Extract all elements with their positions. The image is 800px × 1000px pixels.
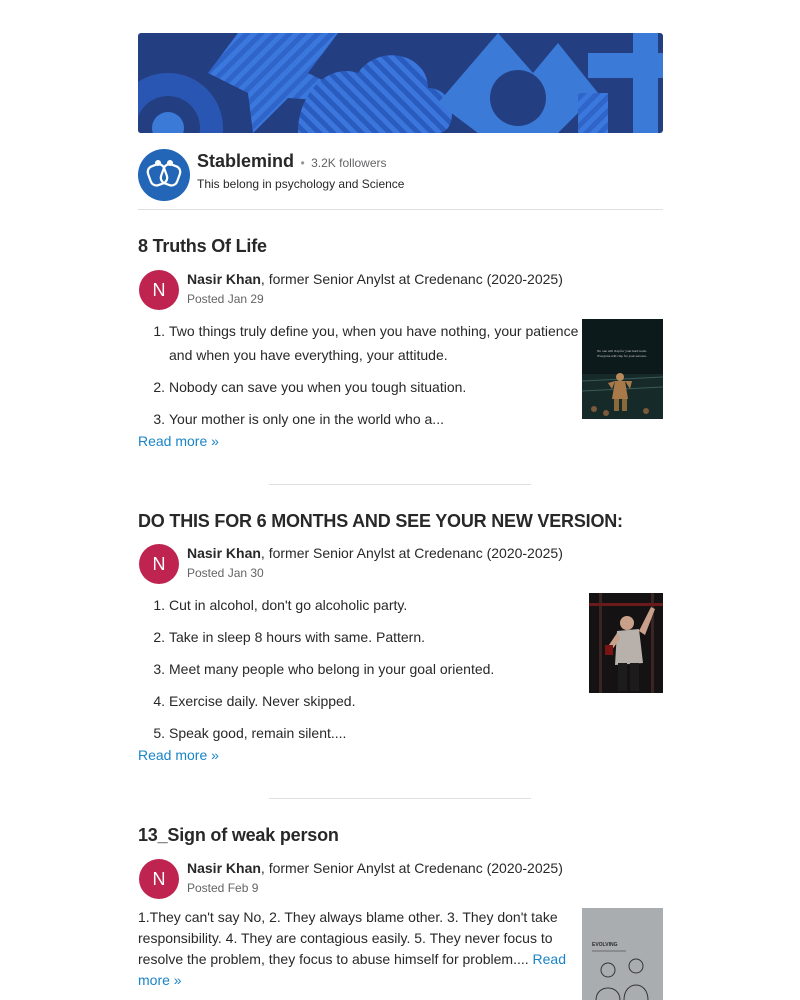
list-number: 4. — [153, 693, 165, 709]
avatar[interactable]: N — [139, 544, 179, 584]
space-description: This belong in psychology and Science — [197, 177, 405, 191]
post-date[interactable]: Posted Jan 30 — [187, 566, 264, 580]
list-text: Two things truly define you, when you have nothing, your patience — [169, 323, 579, 339]
list-text: Your mother is only one in the world who a... — [169, 411, 444, 427]
post-thumbnail[interactable] — [582, 319, 663, 419]
author-line — [187, 860, 563, 876]
list-number: 2. — [153, 629, 165, 645]
list-item — [151, 407, 444, 431]
list-text: Meet many people who belong in your goal oriented. — [169, 661, 495, 677]
list-item — [151, 625, 425, 649]
space-banner — [138, 33, 663, 133]
list-text: Exercise daily. Never skipped. — [169, 693, 356, 709]
author-credential: , former Senior Anylst at Credenanc (2020-2025) — [260, 860, 563, 876]
author-name[interactable]: Nasir Khan — [187, 860, 261, 876]
list-number: 3. — [153, 411, 165, 427]
post-divider — [269, 484, 531, 485]
separator-dot: • — [300, 156, 305, 170]
thumbnail-caption: EVOLVING — [592, 942, 618, 948]
read-more-link[interactable]: Read more » — [138, 747, 219, 763]
avatar[interactable]: N — [139, 859, 179, 899]
author-line — [187, 545, 563, 561]
post-date[interactable]: Posted Jan 29 — [187, 292, 264, 306]
post-divider — [269, 798, 531, 799]
read-more-link[interactable]: Read more » — [138, 951, 566, 988]
list-text: Nobody can save you when you tough situation. — [169, 379, 467, 395]
list-item — [151, 375, 466, 399]
post-thumbnail[interactable] — [589, 593, 663, 693]
post-title[interactable]: DO THIS FOR 6 MONTHS AND SEE YOUR NEW VERSION: — [138, 511, 623, 531]
list-number: 5. — [153, 725, 165, 741]
list-number: 1. — [153, 597, 165, 613]
space-title-row — [197, 151, 387, 172]
svg-text:Everyone will clap for your su: Everyone will clap for your success. — [597, 354, 647, 358]
author-credential: , former Senior Anylst at Credenanc (2020-2025) — [260, 271, 563, 287]
space-followers[interactable]: 3.2K followers — [311, 156, 387, 170]
author-name[interactable]: Nasir Khan — [187, 545, 261, 561]
list-number: 3. — [153, 661, 165, 677]
list-text: Speak good, remain silent.... — [169, 725, 347, 741]
space-name[interactable]: Stablemind — [197, 151, 295, 171]
post-thumbnail[interactable] — [582, 908, 663, 1000]
space-logo[interactable] — [138, 149, 190, 206]
list-item — [151, 689, 355, 713]
avatar[interactable]: N — [139, 270, 179, 310]
list-text: Take in sleep 8 hours with same. Pattern. — [169, 629, 426, 645]
list-item — [151, 721, 346, 745]
post-excerpt-text: 1.They can't say No, 2. They always blame other. 3. They don't take responsibility. 4. They are contagious easily. 5. They never focus to resolve the problem, they focus to abuse himself for problem.... — [138, 909, 558, 967]
post-date[interactable]: Posted Feb 9 — [187, 881, 259, 895]
post-excerpt — [138, 907, 573, 991]
post-title[interactable]: 8 Truths Of Life — [138, 236, 267, 256]
list-number: 2. — [153, 379, 165, 395]
list-item — [151, 319, 578, 343]
read-more-link[interactable]: Read more » — [138, 433, 219, 449]
list-item — [151, 593, 407, 617]
header-divider — [138, 209, 663, 210]
author-credential: , former Senior Anylst at Credenanc (2020-2025) — [260, 545, 563, 561]
author-line — [187, 271, 563, 287]
list-item — [151, 657, 494, 681]
list-item-continuation: and when you have everything, your attitude. — [169, 347, 448, 363]
list-text: Cut in alcohol, don't go alcoholic party. — [169, 597, 408, 613]
author-name[interactable]: Nasir Khan — [187, 271, 261, 287]
post-title[interactable]: 13_Sign of weak person — [138, 825, 339, 845]
svg-text:No one will clap for your hard: No one will clap for your hard work. — [597, 349, 647, 353]
list-number: 1. — [153, 323, 165, 339]
